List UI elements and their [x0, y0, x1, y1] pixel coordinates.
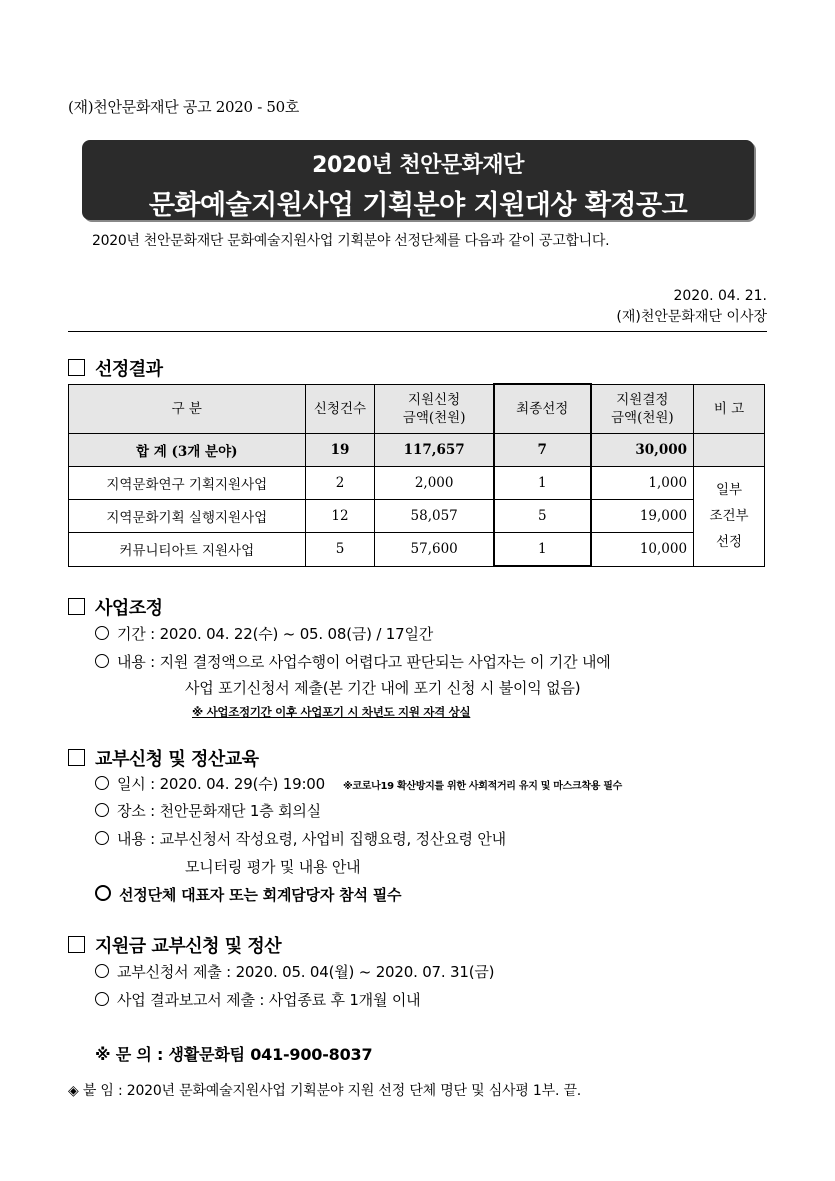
cell-category: 지역문화연구 기획지원사업: [69, 467, 306, 500]
cell-applications: 5: [305, 533, 375, 567]
cell-decided: 1,000: [591, 467, 694, 500]
education-place: 장소 : 천안문화재단 1층 회의실: [95, 800, 321, 821]
col-category: 구 분: [69, 384, 306, 434]
circle-bullet-icon: [95, 626, 109, 640]
cell-decided: 30,000: [591, 434, 694, 467]
col-requested: 지원신청 금액(천원): [375, 384, 494, 434]
cell-note-empty: [694, 434, 765, 467]
adjustment-content-2: 사업 포기신청서 제출(본 기간 내에 포기 신청 시 불이익 없음): [185, 679, 581, 697]
cell-final: 1: [494, 467, 591, 500]
checkbox-square-icon: [68, 749, 85, 766]
title-line1: 2020년 천안문화재단: [312, 153, 524, 178]
col-note: 비 고: [694, 384, 765, 434]
table-row: [69, 467, 765, 500]
title-banner: [82, 140, 754, 220]
title-line2: 문화예술지원사업 기획분야 지원대상 확정공고: [148, 190, 688, 221]
divider: [68, 331, 767, 332]
cell-decided: 19,000: [591, 500, 694, 533]
cell-requested: 58,057: [375, 500, 494, 533]
cell-requested: 57,600: [375, 533, 494, 567]
checkbox-square-icon: [68, 936, 85, 953]
cell-decided: 10,000: [591, 533, 694, 567]
circle-bullet-icon: [95, 992, 109, 1006]
section-heading-results: 선정결과: [68, 355, 163, 381]
results-table: [68, 383, 765, 567]
checkbox-square-icon: [68, 598, 85, 615]
circle-bullet-icon: [95, 831, 109, 845]
settlement-item-2: 사업 결과보고서 제출 : 사업종료 후 1개월 이내: [95, 989, 420, 1010]
attachment-note: ◈ 붙 임 : 2020년 문화예술지원사업 기획분야 지원 선정 단체 명단 및 심사평 1부. 끝.: [68, 1083, 582, 1099]
cell-applications: 12: [305, 500, 375, 533]
table-header-row: [69, 384, 765, 434]
cell-note: 일부 조건부 선정: [694, 467, 765, 567]
notice-date: 2020. 04. 21.: [673, 288, 767, 304]
cell-category: 커뮤니티아트 지원사업: [69, 533, 306, 567]
cell-applications: 2: [305, 467, 375, 500]
intro-text: 2020년 천안문화재단 문화예술지원사업 기획분야 선정단체를 다음과 같이 공고합니다.: [92, 233, 610, 249]
col-decided: 지원결정 금액(천원): [591, 384, 694, 434]
cell-requested: 117,657: [375, 434, 494, 467]
cell-requested: 2,000: [375, 467, 494, 500]
notice-number: (재)천안문화재단 공고 2020 - 50호: [68, 98, 300, 116]
table-row: [69, 500, 765, 533]
education-mandatory: 선정단체 대표자 또는 회계담당자 참석 필수: [95, 884, 401, 905]
contact-info: ※ 문 의 : 생활문화팀 041-900-8037: [95, 1045, 373, 1064]
cell-category: 합 계 (3개 분야): [69, 434, 306, 467]
col-applications: 신청건수: [305, 384, 375, 434]
adjustment-content: 내용 : 지원 결정액으로 사업수행이 어렵다고 판단되는 사업자는 이 기간 내에: [95, 651, 611, 672]
circle-bullet-icon: [95, 964, 109, 978]
section-heading-settlement: 지원금 교부신청 및 정산: [68, 932, 281, 958]
table-row: [69, 533, 765, 567]
circle-bullet-icon: [95, 776, 109, 790]
cell-applications: 19: [305, 434, 375, 467]
adjustment-warning: ※ 사업조정기간 이후 사업포기 시 차년도 지원 자격 상실: [192, 705, 471, 719]
table-row-total: [69, 434, 765, 467]
cell-final: 7: [494, 434, 591, 467]
education-datetime: 일시 : 2020. 04. 29(수) 19:00 ※코로나19 확산방지를 위한 사회적거리 유지 및 마스크착용 필수: [95, 773, 622, 794]
cell-final: 1: [494, 533, 591, 567]
cell-category: 지역문화기획 실행지원사업: [69, 500, 306, 533]
signer: (재)천안문화재단 이사장: [616, 309, 767, 325]
circle-bullet-icon: [95, 654, 109, 668]
circle-bullet-icon: [95, 803, 109, 817]
education-content: 내용 : 교부신청서 작성요령, 사업비 집행요령, 정산요령 안내: [95, 828, 506, 849]
settlement-item-1: 교부신청서 제출 : 2020. 05. 04(월) ~ 2020. 07. 31(금): [95, 961, 494, 982]
col-final: 최종선정: [494, 384, 591, 434]
cell-final: 5: [494, 500, 591, 533]
checkbox-square-icon: [68, 359, 85, 376]
circle-bullet-icon: [95, 885, 111, 901]
education-datetime-note: ※코로나19 확산방지를 위한 사회적거리 유지 및 마스크착용 필수: [342, 781, 622, 792]
adjustment-period: 기간 : 2020. 04. 22(수) ~ 05. 08(금) / 17일간: [95, 623, 433, 644]
section-heading-education: 교부신청 및 정산교육: [68, 745, 259, 771]
section-heading-adjustment: 사업조정: [68, 594, 163, 620]
education-content-2: 모니터링 평가 및 내용 안내: [185, 858, 361, 876]
